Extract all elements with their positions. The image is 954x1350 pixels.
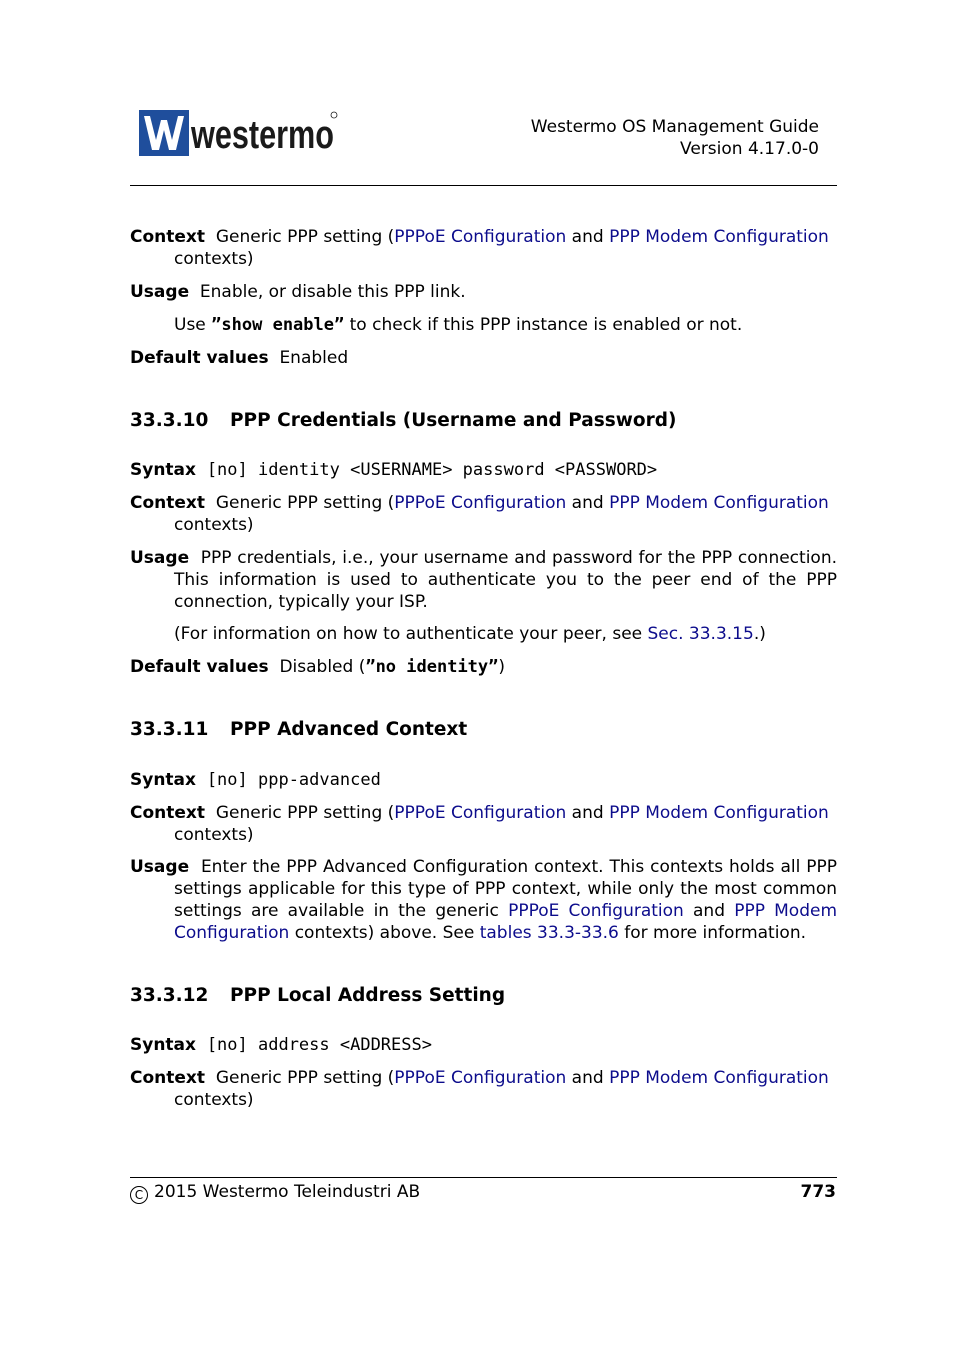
header-divider xyxy=(130,185,837,186)
sec-33-3-15-link[interactable]: Sec. 33.3.15 xyxy=(647,624,754,644)
usage-entry: Usage PPP credentials, i.e., your username and password for the PPP connection. This information is used to authenticate you to the peer end of the PPP connection, typically your ISP. xyxy=(130,548,837,612)
context-label: Context xyxy=(130,1068,206,1088)
usage-entry: Usage Enable, or disable this PPP link. xyxy=(130,282,466,302)
ppp-modem-configuration-link[interactable]: PPP Modem Configuration xyxy=(174,901,838,943)
page-number: 773 xyxy=(800,1182,836,1202)
context-label: Context xyxy=(130,803,206,823)
guide-version: Version 4.17.0-0 xyxy=(680,139,819,159)
default-values-label: Default values xyxy=(130,657,269,677)
usage-entry: Usage Enter the PPP Advanced Configuration context. This contexts holds all PPP settings applicable for this type of PPP context, while only the most common settings are available in the generic PPPoE Configuration and PPP Modem Configuration contexts) above. See tables 33.3-33.6 for more information. xyxy=(130,857,838,943)
context-entry: Context Generic PPP setting (PPPoE Configuration and PPP Modem Configuration contexts) xyxy=(130,493,829,535)
syntax-code: [no] ppp-advanced xyxy=(206,770,381,790)
ppp-modem-configuration-link[interactable]: PPP Modem Configuration xyxy=(609,1068,829,1088)
default-values-entry: Default values Disabled (”no identity”) xyxy=(130,657,506,677)
pppoe-configuration-link[interactable]: PPPoE Configuration xyxy=(508,901,684,921)
ppp-modem-configuration-link[interactable]: PPP Modem Configuration xyxy=(609,493,829,513)
context-entry: Context Generic PPP setting (PPPoE Configuration and PPP Modem Configuration contexts) xyxy=(130,803,829,845)
usage-note: Use ”show enable” to check if this PPP instance is enabled or not. xyxy=(174,315,743,335)
tables-link[interactable]: tables 33.3-33.6 xyxy=(479,923,619,943)
logo-wordmark: westermo xyxy=(190,113,334,157)
syntax-code: [no] address <ADDRESS> xyxy=(206,1035,432,1055)
show-enable-command: ”show enable” xyxy=(211,315,345,335)
ppp-modem-configuration-link[interactable]: PPP Modem Configuration xyxy=(609,227,829,247)
copyright-icon: C xyxy=(130,1186,148,1204)
syntax-entry xyxy=(130,1034,837,1056)
syntax-label: Syntax xyxy=(130,460,196,480)
footer-divider xyxy=(130,1177,837,1178)
default-values-entry: Default values Enabled xyxy=(130,348,349,368)
section-heading-33-3-11: 33.3.11 PPP Advanced Context xyxy=(130,719,468,740)
syntax-entry xyxy=(130,769,837,791)
header-title-block xyxy=(430,116,819,160)
usage-label: Usage xyxy=(130,548,190,568)
section-heading-33-3-12: 33.3.12 PPP Local Address Setting xyxy=(130,985,506,1006)
context-label: Context xyxy=(130,493,206,513)
default-values-label: Default values xyxy=(130,348,269,368)
usage-label: Usage xyxy=(130,282,190,302)
usage-note: (For information on how to authenticate your peer, see Sec. 33.3.15.) xyxy=(174,624,766,644)
context-entry: Context Generic PPP setting (PPPoE Configuration and PPP Modem Configuration contexts) xyxy=(130,227,829,269)
pppoe-configuration-link[interactable]: PPPoE Configuration xyxy=(394,1068,567,1088)
pppoe-configuration-link[interactable]: PPPoE Configuration xyxy=(394,803,567,823)
pppoe-configuration-link[interactable]: PPPoE Configuration xyxy=(394,227,567,247)
context-label: Context xyxy=(130,227,206,247)
syntax-code: [no] identity <USERNAME> password <PASSWORD> xyxy=(206,460,658,480)
syntax-label: Syntax xyxy=(130,1035,196,1055)
no-identity-command: ”no identity” xyxy=(365,657,499,677)
context-entry: Context Generic PPP setting (PPPoE Configuration and PPP Modem Configuration contexts) xyxy=(130,1068,829,1110)
usage-label: Usage xyxy=(130,857,190,877)
footer-copyright: C 2015 Westermo Teleindustri AB xyxy=(130,1182,420,1204)
guide-title: Westermo OS Management Guide xyxy=(530,117,819,137)
pppoe-configuration-link[interactable]: PPPoE Configuration xyxy=(394,493,567,513)
section-heading-33-3-10: 33.3.10 PPP Credentials (Username and Password) xyxy=(130,410,677,431)
syntax-entry xyxy=(130,459,837,481)
ppp-modem-configuration-link[interactable]: PPP Modem Configuration xyxy=(609,803,829,823)
syntax-label: Syntax xyxy=(130,770,196,790)
westermo-logo xyxy=(139,110,339,156)
